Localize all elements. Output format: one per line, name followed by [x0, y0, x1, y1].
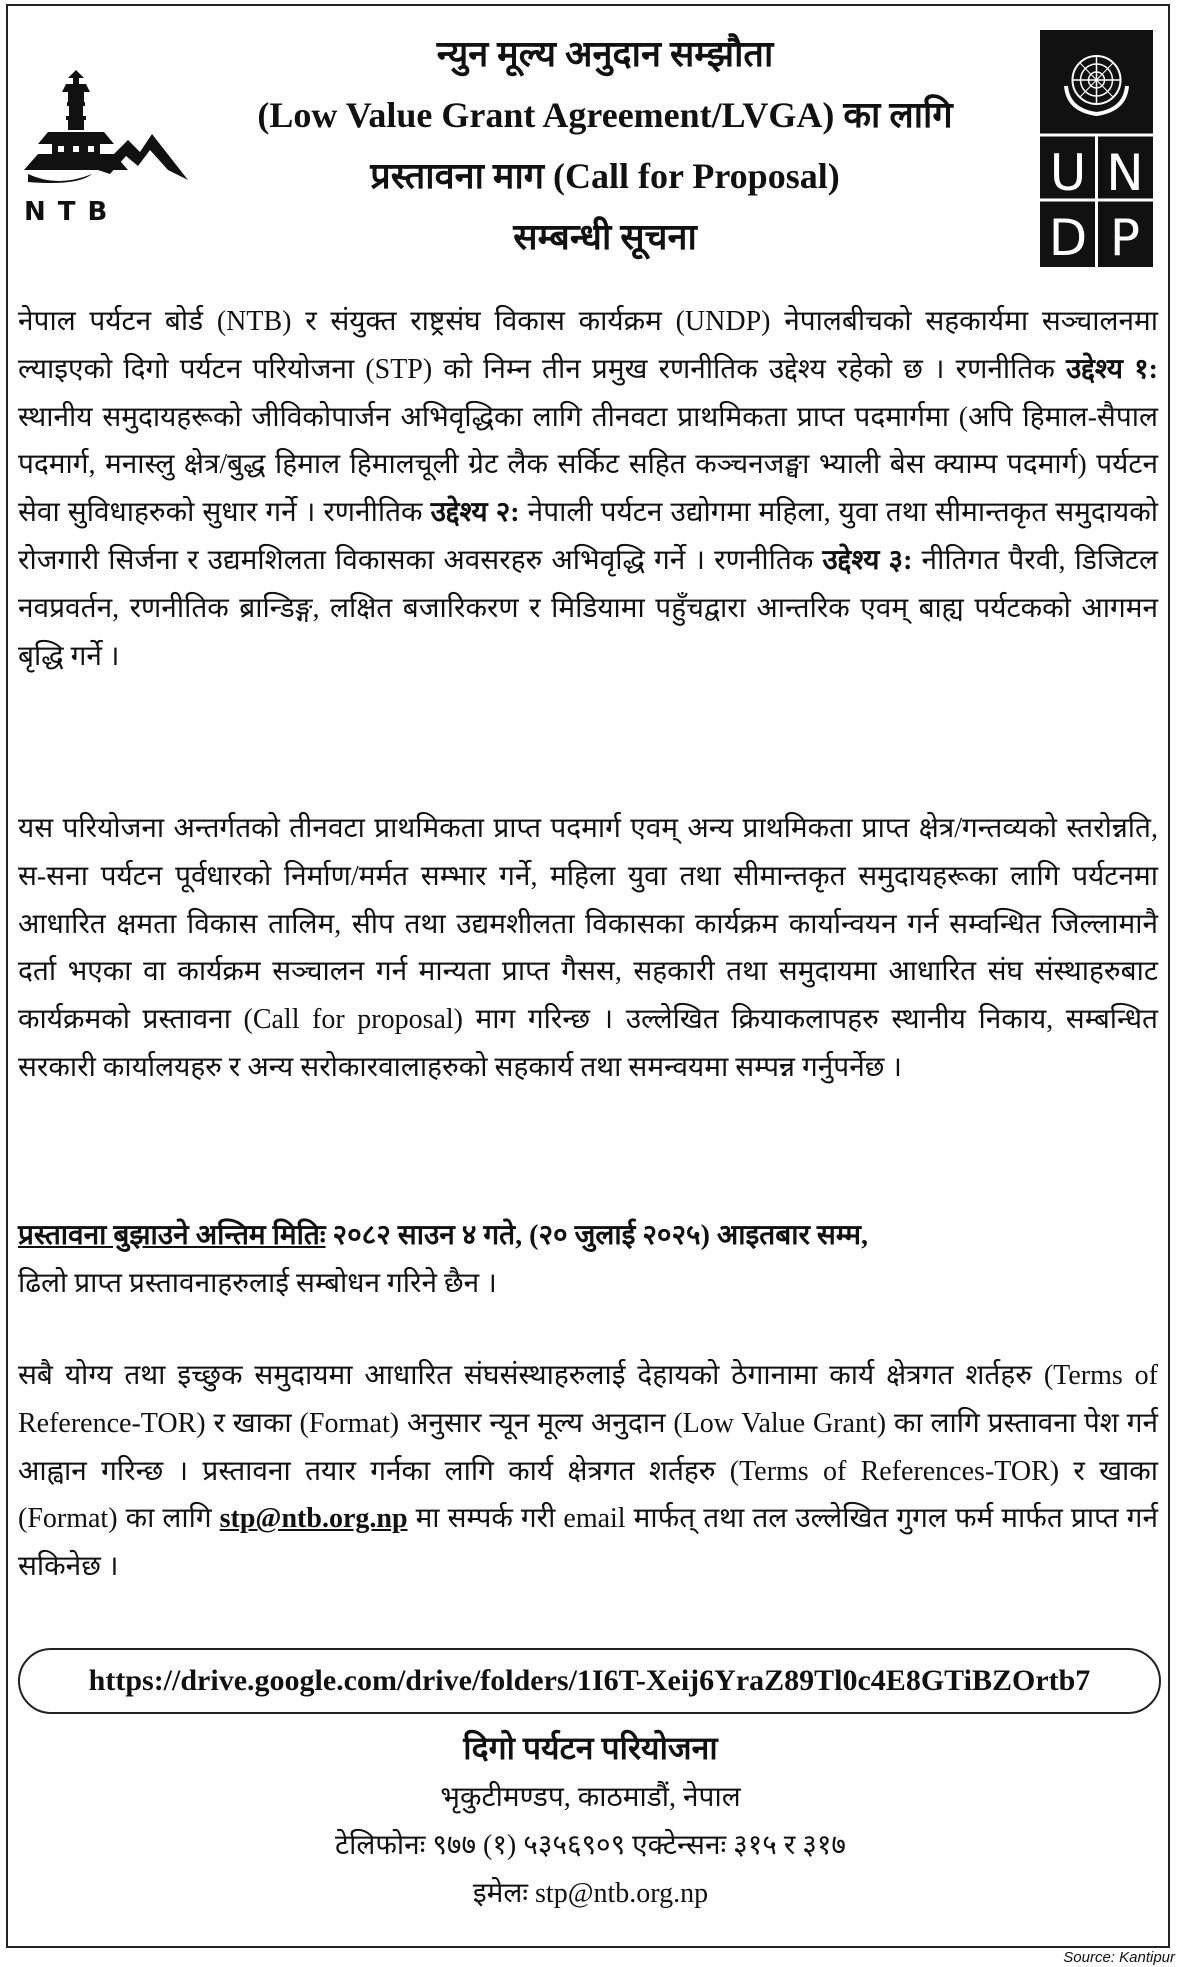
svg-text:P: P: [1109, 209, 1141, 267]
contact-email-link[interactable]: stp@ntb.org.np: [219, 1503, 408, 1535]
source-credit: Source: Kantipur: [1063, 1949, 1175, 1966]
ntb-logo-text: NTB: [24, 197, 120, 227]
footer-address: भृकुटीमण्डप, काठमाडौं, नेपाल: [440, 1782, 741, 1813]
contact-footer: [0, 1722, 1181, 1918]
svg-text:D: D: [1048, 209, 1088, 267]
deadline-date: २०८२ साउन ४ गते, (२० जुलाई २०२५) आइतबार सम्म,: [325, 1220, 868, 1251]
footer-email: इमेलः stp@ntb.org.np: [472, 1878, 709, 1909]
paragraph-objectives: [18, 298, 1158, 680]
header-title-line-2: (Low Value Grant Agreement/LVGA) का लागि: [257, 95, 953, 135]
google-drive-link[interactable]: https://drive.google.com/drive/folders/1I6T-Xeij6YraZ89Tl0c4E8GTiBZOrtb7: [18, 1648, 1161, 1714]
objective-1-label: उद्देश्य १:: [1065, 353, 1158, 385]
ntb-logo: [18, 70, 188, 230]
deadline-note: ढिलो प्राप्त प्रस्तावनाहरुलाई सम्बोधन गरिने छैन ।: [18, 1267, 497, 1299]
header-title-line-1: न्युन मूल्य अनुदान सम्झौता: [436, 34, 774, 74]
submission-text: सबै योग्य तथा इच्छुक समुदायमा आधारित संघसंस्थाहरुलाई देहायको ठेगानामा कार्य क्षेत्रगत शर्तहरु (Terms of Reference-TOR) र खाका (Format) अनुसार न्यून मूल्य अनुदान (Low Value Grant) का लागि प्रस्तावना पेश गर्न आह्वान गरिन्छ । प्रस्तावना तयार गर्नका लागि कार्य क्षेत्रगत शर्तहरु (Terms of References-TOR) र खाका (Format) का लागि: [18, 1360, 1158, 1535]
undp-logo: [1040, 30, 1153, 267]
objective-3-text: नीतिगत पैरवी, डिजिटल नवप्रवर्तन, रणनीतिक ब्रान्डिङ्ग, लक्षित बजारिकरण र मिडियामा पहुँचद्वारा आन्तरिक एवम् बाह्य पर्यटकको आगमन बृद्धि गर्ने ।: [18, 544, 1158, 672]
objective-1-text: स्थानीय समुदायहरूको जीविकोपार्जन अभिवृद्धिका लागि तीनवटा प्राथमिकता प्राप्त पदमार्गमा (अपि हिमाल-सैपाल पदमार्ग, मनास्लु क्षेत्र/बुद्ध हिमाल हिमालचूली ग्रेट लैक सर्किट सहित कञ्चनजङ्घा भ्याली बेस क्याम्प पदमार्ग) पर्यटन सेवा सुविधाहरुको सुधार गर्ने । रणनीतिक: [18, 401, 1158, 529]
svg-text:N: N: [1106, 144, 1144, 202]
submission-text-end: मा सम्पर्क गरी email मार्फत् तथा तल उल्लेखित गुगल फर्म मार्फत प्राप्त गर्न सकिनेछ ।: [18, 1503, 1158, 1583]
svg-text:U: U: [1049, 144, 1087, 202]
footer-phone: टेलिफोनः ९७७ (१) ५३५६९०९ एक्टेन्सनः ३१५ र ३१७: [334, 1830, 846, 1861]
objective-2-label: उद्देश्य २:: [430, 497, 520, 529]
header-title-line-3: प्रस्तावना माग (Call for Proposal): [370, 156, 840, 196]
objective-3-label: उद्देश्य ३:: [822, 544, 913, 576]
footer-org-name: दिगो पर्यटन परियोजना: [463, 1730, 718, 1766]
paragraph-project-scope: यस परियोजना अन्तर्गतको तीनवटा प्राथमिकता प्राप्त पदमार्ग एवम् अन्य प्राथमिकता प्राप्त क्षेत्र/गन्तव्यको स्तरोन्नति, स-सना पर्यटन पूर्वधारको निर्माण/मर्मत सम्भार गर्ने, महिला युवा तथा सीमान्तकृत समुदायहरूका लागि पर्यटनमा आधारित क्षमता विकास तालिम, सीप तथा उद्यमशीलता विकासका कार्यक्रम कार्यान्वयन गर्न सम्वन्धित जिल्लामानै दर्ता भएका वा कार्यक्रम सञ्चालन गर्न मान्यता प्राप्त गैसस, सहकारी तथा समुदायमा आधारित संघ संस्थाहरुबाट कार्यक्रमको प्रस्तावना (Call for proposal) माग गरिन्छ । उल्लेखित क्रियाकलापहरु स्थानीय निकाय, सम्बन्धित सरकारी कार्यालयहरु र अन्य सरोकारवालाहरुको सहकार्य तथा समन्वयमा सम्पन्न गर्नुपर्नेछ ।: [18, 813, 1158, 1083]
notice-header: [220, 24, 990, 268]
objective-2-text: नेपाली पर्यटन उद्योगमा महिला, युवा तथा सीमान्तकृत समुदायको रोजगारी सिर्जना र उद्यमशिलता विकासका अवसरहरु अभिवृद्धि गर्ने । रणनीतिक: [18, 497, 1159, 576]
paragraph-submission: [18, 1352, 1158, 1591]
deadline-label: प्रस्तावना बुझाउने अन्तिम मितिः: [18, 1220, 326, 1251]
objectives-intro-text: नेपाल पर्यटन बोर्ड (NTB) र संयुक्त राष्ट्रसंघ विकास कार्यक्रम (UNDP) नेपालबीचको सहकार्यमा सञ्चालनमा ल्याइएको दिगो पर्यटन परियोजना (STP) को निम्न तीन प्रमुख रणनीतिक उद्देश्य रहेको छ । रणनीतिक: [18, 306, 1158, 385]
paragraph-deadline: [18, 1212, 1158, 1308]
header-title-line-4: सम्बन्धी सूचना: [513, 217, 697, 257]
